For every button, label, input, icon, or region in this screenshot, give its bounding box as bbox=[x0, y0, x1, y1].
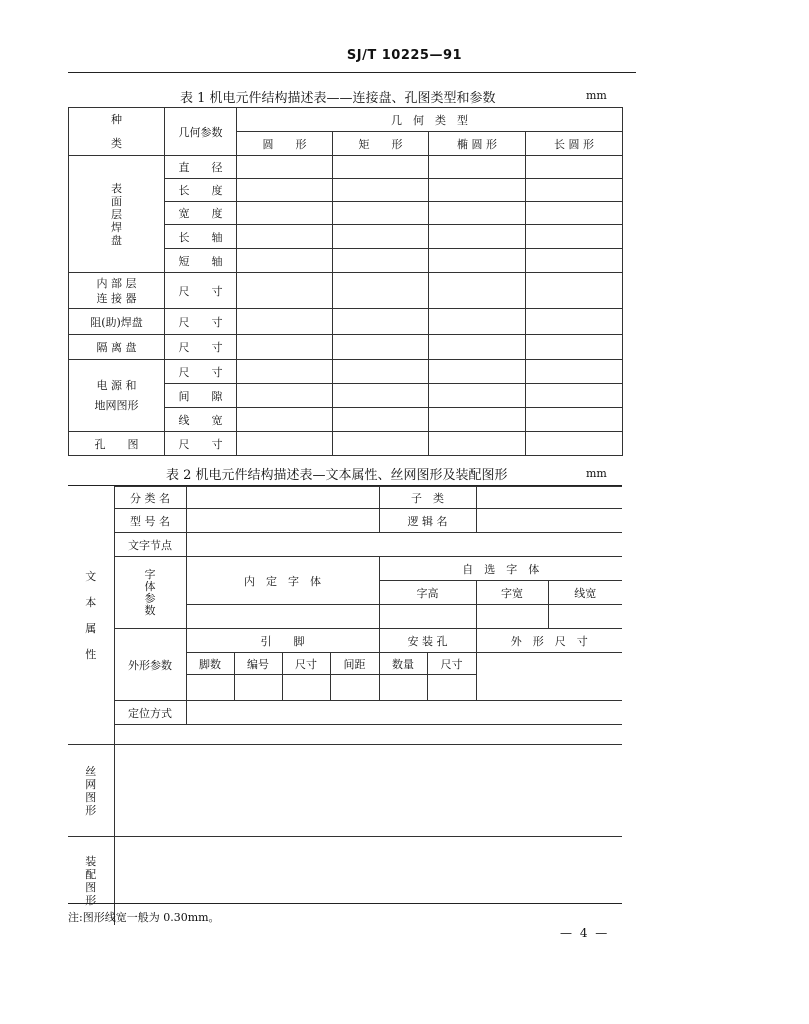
t2-pin-col: 尺寸 bbox=[282, 653, 330, 675]
table1-caption: 表 1 机电元件结构描述表——连接盘、孔图类型和参数 bbox=[180, 91, 496, 106]
header-rule bbox=[68, 72, 636, 73]
t1-cell bbox=[333, 225, 429, 249]
t2-label-builtin-font: 内 定 字 体 bbox=[186, 557, 379, 605]
t2-cell bbox=[114, 725, 622, 745]
t1-type-rect: 矩 形 bbox=[333, 132, 429, 156]
table2-unit: mm bbox=[586, 467, 607, 480]
t1-cell bbox=[429, 335, 526, 360]
t2-hole-col: 尺寸 bbox=[427, 653, 476, 675]
t1-cell bbox=[429, 309, 526, 335]
table2-bottom-rule bbox=[68, 903, 622, 904]
table2-caption: 表 2 机电元件结构描述表—文本属性、丝网图形及装配图形 bbox=[166, 468, 508, 483]
t1-cell bbox=[237, 225, 333, 249]
t1-cell bbox=[237, 249, 333, 273]
t1-cell bbox=[429, 408, 526, 432]
t1-cell bbox=[237, 202, 333, 225]
t2-label-char-width: 字宽 bbox=[476, 581, 548, 605]
t2-cell bbox=[379, 605, 476, 629]
t1-cell bbox=[237, 432, 333, 456]
t1-cell bbox=[526, 432, 623, 456]
t2-hole-col: 数量 bbox=[379, 653, 427, 675]
table1-unit: mm bbox=[586, 89, 607, 102]
t1-cell bbox=[237, 384, 333, 408]
t1-cell bbox=[333, 156, 429, 179]
t2-pin-col: 编号 bbox=[234, 653, 282, 675]
t1-group-inner: 内 部 层 连 接 器 bbox=[69, 273, 165, 309]
t1-cell bbox=[333, 360, 429, 384]
t1-cell bbox=[333, 249, 429, 273]
standard-code: SJ/T 10225—91 bbox=[346, 48, 463, 63]
t1-type-ellipse: 椭 圆 形 bbox=[429, 132, 526, 156]
t2-label-logic: 逻 辑 名 bbox=[379, 509, 476, 533]
t1-header-geo: 几何参数 bbox=[165, 108, 237, 156]
t1-cell bbox=[333, 408, 429, 432]
t1-cell bbox=[526, 225, 623, 249]
t2-cell bbox=[186, 605, 379, 629]
t1-cell bbox=[526, 179, 623, 202]
t2-cell bbox=[476, 509, 622, 533]
t1-cell bbox=[526, 156, 623, 179]
t1-cell bbox=[237, 335, 333, 360]
t1-param: 长 轴 bbox=[165, 225, 237, 249]
t2-silk-area bbox=[114, 745, 622, 837]
t2-cell bbox=[186, 487, 379, 509]
t1-cell bbox=[237, 408, 333, 432]
t1-cell bbox=[429, 384, 526, 408]
t1-cell bbox=[333, 309, 429, 335]
t1-cell bbox=[333, 179, 429, 202]
t2-label-classname: 分 类 名 bbox=[114, 487, 186, 509]
t2-cell bbox=[427, 675, 476, 701]
t2-label-fontparams: 字 体 参 数 bbox=[114, 557, 186, 629]
t2-section-text: 文 本 属 性 bbox=[68, 487, 114, 745]
t2-cell bbox=[330, 675, 379, 701]
t1-cell bbox=[333, 384, 429, 408]
t1-cell bbox=[526, 249, 623, 273]
t1-cell bbox=[429, 202, 526, 225]
t1-cell bbox=[237, 273, 333, 309]
t1-cell bbox=[429, 432, 526, 456]
t1-cell bbox=[526, 309, 623, 335]
t2-label-textnode: 文字节点 bbox=[114, 533, 186, 557]
t1-header-type: 几 何 类 型 bbox=[237, 108, 623, 132]
t1-param: 尺 寸 bbox=[165, 273, 237, 309]
t1-cell bbox=[237, 360, 333, 384]
t1-cell bbox=[429, 360, 526, 384]
t1-cell bbox=[526, 408, 623, 432]
t1-group-hole: 孔 图 bbox=[69, 432, 165, 456]
t2-cell bbox=[186, 533, 622, 557]
table1 bbox=[68, 107, 623, 456]
footnote: 注:图形线宽一般为 0.30mm。 bbox=[68, 911, 220, 924]
t1-param: 线 宽 bbox=[165, 408, 237, 432]
t1-cell bbox=[526, 384, 623, 408]
t1-cell bbox=[526, 335, 623, 360]
t1-header-kind: 种 类 bbox=[69, 108, 165, 156]
t2-label-subclass: 子 类 bbox=[379, 487, 476, 509]
t2-label-model: 型 号 名 bbox=[114, 509, 186, 533]
t1-cell bbox=[237, 179, 333, 202]
t1-param: 直 径 bbox=[165, 156, 237, 179]
t1-type-round: 圆 形 bbox=[237, 132, 333, 156]
t2-pin-col: 间距 bbox=[330, 653, 379, 675]
t1-cell bbox=[429, 249, 526, 273]
t2-cell bbox=[186, 509, 379, 533]
t2-cell bbox=[186, 675, 234, 701]
t2-label-line-width: 线宽 bbox=[548, 581, 622, 605]
t1-param: 间 隙 bbox=[165, 384, 237, 408]
t2-cell bbox=[476, 653, 622, 701]
t2-cell bbox=[476, 487, 622, 509]
t1-cell bbox=[237, 309, 333, 335]
t1-cell bbox=[429, 225, 526, 249]
t1-param: 短 轴 bbox=[165, 249, 237, 273]
t1-param: 尺 寸 bbox=[165, 432, 237, 456]
t1-cell bbox=[526, 202, 623, 225]
t2-label-char-height: 字高 bbox=[379, 581, 476, 605]
t1-cell bbox=[333, 335, 429, 360]
t2-label-positioning: 定位方式 bbox=[114, 701, 186, 725]
t2-label-outline-size: 外 形 尺 寸 bbox=[476, 629, 622, 653]
t2-cell bbox=[234, 675, 282, 701]
t1-group-power: 电 源 和 地网图形 bbox=[69, 360, 165, 432]
t1-cell bbox=[429, 156, 526, 179]
t1-cell bbox=[526, 360, 623, 384]
t1-group-isolation: 隔 离 盘 bbox=[69, 335, 165, 360]
t2-pin-col: 脚数 bbox=[186, 653, 234, 675]
t1-cell bbox=[526, 273, 623, 309]
t2-cell bbox=[476, 605, 548, 629]
page-number: — 4 — bbox=[560, 926, 610, 940]
t2-cell bbox=[186, 701, 622, 725]
t1-param: 尺 寸 bbox=[165, 309, 237, 335]
t1-cell bbox=[237, 156, 333, 179]
t1-cell bbox=[429, 179, 526, 202]
t2-label-mount-holes: 安 装 孔 bbox=[379, 629, 476, 653]
t2-section-asm: 装 配 图 形 bbox=[68, 837, 114, 925]
t2-label-pins: 引 脚 bbox=[186, 629, 379, 653]
t1-group-mask: 阻(助)焊盘 bbox=[69, 309, 165, 335]
t1-type-oblong: 长 圆 形 bbox=[526, 132, 623, 156]
t1-param: 尺 寸 bbox=[165, 360, 237, 384]
t1-group-surface: 表 面 层 焊 盘 bbox=[69, 156, 165, 273]
t2-label-outline-params: 外形参数 bbox=[114, 629, 186, 701]
t1-cell bbox=[333, 432, 429, 456]
table2 bbox=[68, 486, 622, 925]
t1-cell bbox=[333, 202, 429, 225]
t1-cell bbox=[333, 273, 429, 309]
t2-cell bbox=[548, 605, 622, 629]
t2-section-silk: 丝 网 图 形 bbox=[68, 745, 114, 837]
t2-cell bbox=[282, 675, 330, 701]
t2-label-custom-font: 自 选 字 体 bbox=[379, 557, 622, 581]
t1-param: 长 度 bbox=[165, 179, 237, 202]
t1-param: 尺 寸 bbox=[165, 335, 237, 360]
t1-cell bbox=[429, 273, 526, 309]
t2-cell bbox=[379, 675, 427, 701]
t1-param: 宽 度 bbox=[165, 202, 237, 225]
